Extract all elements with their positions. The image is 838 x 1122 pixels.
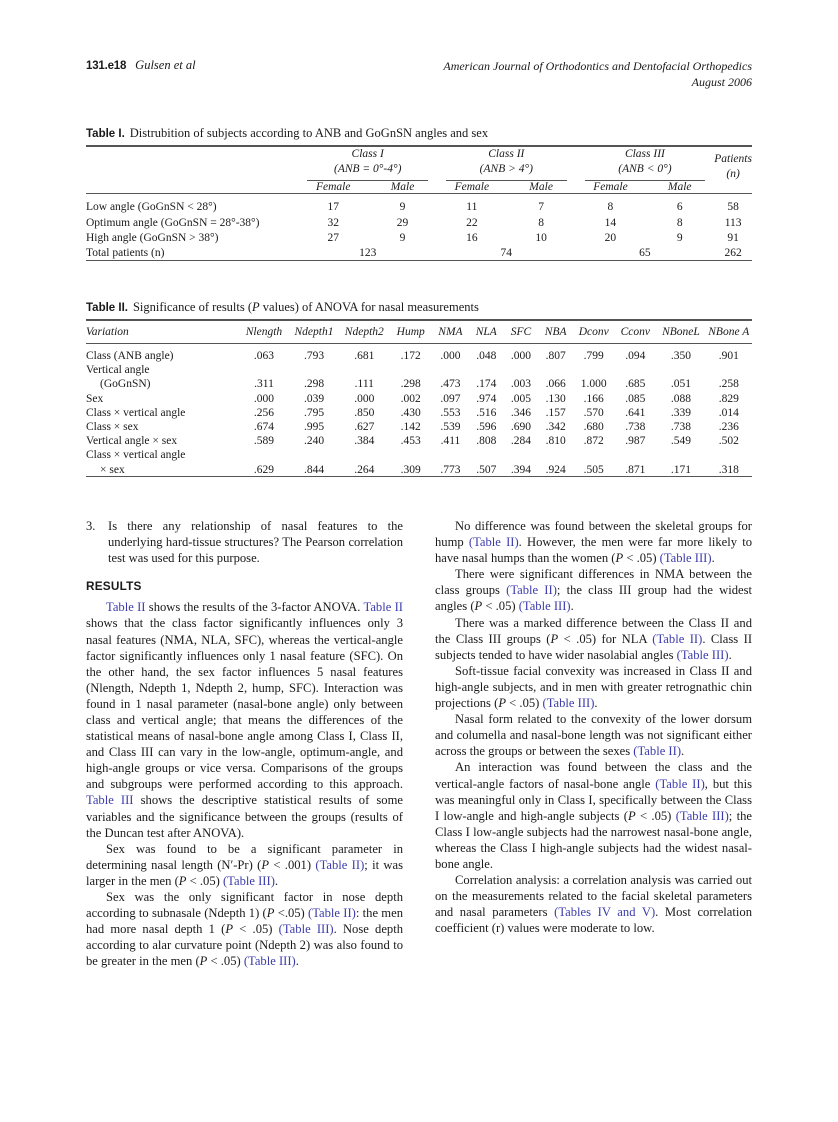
table-2-row-2-val-7: .130 <box>545 392 566 405</box>
paragraph-left-3-seg-4: < .05) <box>233 922 279 937</box>
table-2-row-1-val-3: .298 <box>400 378 421 391</box>
table-2-row-2-val-8: .166 <box>583 392 604 405</box>
table-2-row-3-val-11: .014 <box>718 406 739 419</box>
table-2-row-4-val-8: .680 <box>583 420 604 433</box>
table-2-row-4-val-2: .627 <box>354 420 375 433</box>
table-2-row-5-val-1: .240 <box>303 435 325 448</box>
table-1-corner-cell <box>86 147 298 181</box>
paragraph-right-4-seg-2: < .05) <box>506 696 543 711</box>
xref-table-3[interactable]: (Table III) <box>278 922 334 937</box>
table-row <box>86 434 752 448</box>
table-2-row-4-val-5: .596 <box>476 420 497 433</box>
p-italic: P <box>261 857 270 872</box>
table-2-row-4-val-6: .690 <box>510 420 531 433</box>
table-1-row-2-val-5: 9 <box>676 231 683 244</box>
p-italic: P <box>550 631 559 646</box>
table-2-col-8: Dconv <box>578 326 609 338</box>
table-2-row-0-val-9: .094 <box>625 350 646 362</box>
paragraph-right-6-seg-1: An interaction was found between the class and the vertical-angle factors of nasal-bone angle <box>435 760 752 791</box>
table-1-row-2-val-3: 10 <box>535 231 547 244</box>
paragraph-right-1-seg-4: . <box>711 551 715 566</box>
list-item-marker: 3. <box>86 519 96 533</box>
table-row <box>86 230 752 245</box>
table-2-row-0-label: Class (ANB angle) <box>86 350 174 362</box>
table-2-row-3-val-4: .553 <box>440 406 461 419</box>
table-2-col-0: Nlength <box>245 326 283 338</box>
table-1-patients-header <box>714 147 752 181</box>
table-1-subheader-2: Female <box>454 181 490 194</box>
xref-table-2[interactable]: (Table II) <box>655 776 705 791</box>
paragraph-left-3-seg-5: . Nose depth according to alar curvature point (Ndepth 2) was also found to be greater in the men ( <box>86 922 404 969</box>
table-2-row-1-val-10: .051 <box>670 378 691 391</box>
table-2-caption <box>86 300 752 315</box>
paragraph-right-5 <box>435 711 752 759</box>
column-left <box>86 518 403 970</box>
paragraph-right-4-seg-3: . <box>594 696 598 711</box>
table-1-block <box>86 126 752 265</box>
paragraph-right-6-seg-2: , but this was meaningful only in Class I, specifically between the Class I low-angle and high-angle subjects ( <box>435 776 752 823</box>
table-2-caption-before: Significance of results ( <box>132 300 253 314</box>
table-2-row-2-val-5: .974 <box>476 392 497 405</box>
table-2-row-0-val-3: .172 <box>400 350 421 362</box>
table-2-row-0-val-4: .000 <box>440 350 461 362</box>
table-2-row-6-val-1: .844 <box>303 463 325 476</box>
table-row <box>86 462 752 477</box>
paragraph-right-3-seg-2: < .05) for NLA <box>558 631 653 646</box>
table-2-row-0-val-1: .793 <box>303 350 325 362</box>
table-2-row-0-val-0: .063 <box>253 350 275 362</box>
table-2-row-5-val-4: .411 <box>440 435 461 448</box>
paragraph-left-1-seg-6: shows the descriptive statistical results of some variables and the significance between the groups (results of the Duncan test after ANOVA). <box>86 793 403 840</box>
paragraph-left-3 <box>86 889 403 969</box>
table-1-subheader-1: Male <box>390 181 415 194</box>
table-1-row-0-val-3: 7 <box>538 201 544 214</box>
table-2-row-6-val-11: .318 <box>718 463 739 476</box>
table-2-row-6-val-4: .773 <box>440 463 461 476</box>
table-1-row-1-val-0: 32 <box>327 216 339 229</box>
table-2-row-5-val-9: .987 <box>625 435 646 448</box>
table-2-row-0-val-11: .901 <box>718 350 739 362</box>
group-3-name: Class III <box>624 148 665 160</box>
paragraph-right-4 <box>435 663 752 711</box>
table-1-row-0-label: Low angle (GoGnSN < 28°) <box>86 201 217 214</box>
table-2-caption-after: values) of ANOVA for nasal measurements <box>259 300 479 314</box>
table-2-row-1-val-0: .311 <box>254 378 274 391</box>
table-2-row-0-val-7: .807 <box>545 350 566 362</box>
xref-table-3[interactable]: (Table III) <box>659 551 712 566</box>
table-2-row-0-val-10: .350 <box>670 350 691 362</box>
table-2-row-5-val-7: .810 <box>545 435 566 448</box>
table-2-row-3-val-2: .850 <box>354 406 375 419</box>
table-2-row-1-val-9: .685 <box>625 378 646 391</box>
table-2-col-9: Cconv <box>620 326 651 338</box>
table-row <box>86 215 752 230</box>
table-2-row-2-val-3: .002 <box>400 392 421 405</box>
table-1-row-2-val-1: 9 <box>399 231 406 244</box>
table-2-row-4-val-10: .738 <box>670 420 691 433</box>
xref-table-2[interactable]: (Table II) <box>315 857 365 872</box>
table-2-row-2-val-4: .097 <box>440 392 461 405</box>
table-1-row-2-val-0: 27 <box>327 231 339 244</box>
running-head-left <box>86 58 196 73</box>
list-item <box>86 518 403 566</box>
table-2-col-1: Ndepth1 <box>294 326 334 338</box>
table-row <box>86 377 752 391</box>
table-1-rule-bottom <box>86 261 752 266</box>
table-2-col-2: Ndepth2 <box>344 326 384 338</box>
table-2-row-1-label: Vertical angle <box>86 364 150 377</box>
paragraph-left-3-seg-7: . <box>295 954 299 969</box>
table-2-rule-bottom <box>86 477 752 483</box>
table-1-caption-text: Distrubition of subjects according to ANB and GoGnSN angles and sex <box>129 126 489 140</box>
table-1-row-0-val-0: 17 <box>327 201 339 214</box>
table-2-row-3-val-6: .346 <box>510 406 531 419</box>
table-2-row-3-val-3: .430 <box>400 406 421 419</box>
table-2-row-2-val-9: .085 <box>625 392 646 405</box>
table-1-row-1-val-5: 8 <box>676 216 683 229</box>
table-2-row-3-val-8: .570 <box>583 406 604 419</box>
table-2-col-7: NBA <box>544 326 567 338</box>
table-2-row-5-val-6: .284 <box>510 435 531 448</box>
table-2-row-6-val-0: .629 <box>253 463 275 476</box>
table-2-row-5-val-2: .384 <box>354 435 375 448</box>
paragraph-right-2-seg-2: ; the class III group had the widest angles ( <box>435 583 752 614</box>
table-row <box>86 344 752 363</box>
paragraph-right-6 <box>435 759 752 872</box>
table-2-row-6-val-6: .394 <box>510 463 531 476</box>
paragraph-left-3-seg-2: <.05) <box>274 906 309 921</box>
p-italic: P <box>615 551 624 566</box>
table-1-total-label: Total patients (n) <box>86 247 165 259</box>
table-1-subheader-row <box>86 181 752 194</box>
table-1-subheader-3: Male <box>529 181 553 194</box>
paragraph-right-7 <box>435 872 752 936</box>
table-2-row-1-label2: (GoGnSN) <box>100 378 151 391</box>
table-1-group-total-2: 65 <box>639 247 651 259</box>
table-2-row-3-val-10: .339 <box>670 406 691 419</box>
table-2 <box>86 319 752 482</box>
table-1-row-2-label: High angle (GoGnSN > 38°) <box>86 231 219 244</box>
table-2-row-2-val-1: .039 <box>303 392 325 405</box>
table-2-row-2-val-0: .000 <box>253 392 275 405</box>
table-2-row-1-val-1: .298 <box>303 378 325 391</box>
table-2-row-4-val-0: .674 <box>253 420 275 433</box>
table-2-col-6: SFC <box>510 326 532 338</box>
p-italic: P <box>498 696 507 711</box>
xref-table-2[interactable]: (Table II) <box>506 583 557 598</box>
xref-table-2[interactable]: (Table II) <box>468 535 519 550</box>
table-2-row-1-val-7: .066 <box>545 378 566 391</box>
table-1-subheader-5: Male <box>667 181 692 194</box>
table-row <box>86 420 752 434</box>
table-2-header-row <box>86 321 752 344</box>
table-2-row-6-val-7: .924 <box>545 463 566 476</box>
paragraph-right-2-seg-3: < .05) <box>482 599 519 614</box>
table-1-subheader-blank <box>86 181 298 194</box>
table-1-row-0-val-1: 9 <box>399 201 406 214</box>
table-1-row-0-val-5: 6 <box>676 201 683 214</box>
table-2-row-3-label: Class × vertical angle <box>86 406 186 419</box>
section-heading-results: RESULTS <box>86 579 142 594</box>
table-2-row-6-label2: × sex <box>100 463 125 476</box>
p-italic: P <box>474 599 483 614</box>
group-1-name: Class I <box>351 148 384 160</box>
paragraph-right-3-seg-1: There was a marked difference between the Class II and the Class III groups ( <box>435 615 752 646</box>
paragraph-right-5-seg-2: . <box>681 744 685 759</box>
table-2-row-0-val-2: .681 <box>354 350 375 362</box>
paragraph-left-2-seg-4: < .05) <box>186 873 223 888</box>
table-1-group-class-2 <box>437 147 576 181</box>
table-2-row-2-label: Sex <box>86 392 104 405</box>
table-2-row-1-val-6: .003 <box>510 378 531 391</box>
xref-table-3[interactable]: Table III <box>86 793 134 808</box>
paragraph-left-3-seg-6: < .05) <box>207 954 244 969</box>
table-2-row-4-val-1: .995 <box>303 420 325 433</box>
paragraph-left-2-seg-5: . <box>274 873 279 888</box>
table-2-row-2-val-10: .088 <box>670 392 691 405</box>
table-2-row-2-val-11: .829 <box>718 392 739 405</box>
paragraph-right-2-seg-4: . <box>570 599 574 614</box>
table-2-row-3-val-9: .641 <box>625 406 646 419</box>
group-1-criterion: (ANB = 0°-4°) <box>333 162 402 175</box>
table-2-row-3-val-5: .516 <box>476 406 497 419</box>
table-1-row-1-val-4: 14 <box>604 216 617 229</box>
paragraph-right-7-seg-2: . Most correlation coefficient (r) values were moderate to low. <box>435 905 752 936</box>
table-1-row-1-val-2: 22 <box>466 216 478 229</box>
table-row-continuation <box>86 448 752 462</box>
issue-date: August 2006 <box>691 75 752 90</box>
table-2-block <box>86 300 752 482</box>
table-1-row-1-val-3: 8 <box>538 216 544 229</box>
xref-table-3[interactable]: (Table III) <box>518 599 571 614</box>
table-1-group-class-1 <box>298 147 437 181</box>
paragraph-right-2-seg-1: There were significant differences in NMA between the class groups <box>435 567 752 598</box>
journal-title: American Journal of Orthodontics and Dentofacial Orthopedics <box>443 59 752 73</box>
table-2-row-5-val-3: .453 <box>400 435 421 448</box>
table-2-row-1-val-2: .111 <box>354 378 374 391</box>
table-2-col-5: NLA <box>475 326 497 338</box>
paragraph-right-1-seg-1: No difference was found between the skeletal groups for hump <box>435 519 752 550</box>
table-row <box>86 391 752 405</box>
table-2-row-1-val-4: .473 <box>440 378 461 391</box>
table-2-row-2-val-2: .000 <box>354 392 375 405</box>
table-1-group-header-row <box>86 147 752 181</box>
table-2-row-6-val-10: .171 <box>670 463 691 476</box>
xref-table-2[interactable]: Table II <box>106 600 146 615</box>
xref-table-3[interactable]: (Table III) <box>675 808 729 823</box>
paragraph-left-2-seg-2: < .001) <box>269 857 316 872</box>
xref-table-3[interactable]: (Table III) <box>676 647 729 662</box>
table-2-row-5-val-8: .872 <box>583 435 604 448</box>
column-right <box>435 518 752 936</box>
table-2-row-3-val-7: .157 <box>545 406 566 419</box>
table-2-col-3: Hump <box>396 326 425 338</box>
table-2-label: Table II. <box>86 302 128 314</box>
running-head-right <box>443 58 752 90</box>
page-folio: 131.e18 <box>86 60 127 72</box>
table-2-row-2-val-6: .005 <box>510 392 531 405</box>
table-1-caption <box>86 126 752 141</box>
table-2-col-4: NMA <box>438 326 463 338</box>
table-2-col-10: NBoneL <box>662 326 700 338</box>
p-italic: P <box>225 922 234 937</box>
paragraph-right-2 <box>435 566 752 614</box>
xref-table-2[interactable]: Table II <box>363 600 403 615</box>
paragraph-right-6-seg-3: < .05) <box>635 808 676 823</box>
body-text <box>86 518 752 1058</box>
table-2-row-3-val-1: .795 <box>303 406 325 419</box>
table-2-row-5-val-11: .502 <box>718 435 739 448</box>
p-italic: P <box>178 873 187 888</box>
table-1-row-0-val-2: 11 <box>466 201 478 214</box>
patients-header-line-1: Patients <box>714 153 752 165</box>
table-row-continuation <box>86 363 752 377</box>
table-2-row-3-val-0: .256 <box>253 406 275 419</box>
table-row <box>86 194 752 214</box>
table-1-row-1-total: 113 <box>724 216 742 229</box>
table-2-row-4-val-3: .142 <box>400 420 421 433</box>
xref-table-2[interactable]: (Table II) <box>652 631 703 646</box>
table-2-variation-header: Variation <box>86 326 129 338</box>
table-1-row-2-val-2: 16 <box>466 231 478 244</box>
paragraph-right-1-seg-3: < .05) <box>623 551 660 566</box>
paragraph-right-4-seg-1: Soft-tissue facial convexity was increased in Class II and high-angle subjects, and in men with greater retrognathic chin projections ( <box>435 663 752 711</box>
table-1-group-total-1: 74 <box>500 247 513 259</box>
table-2-row-1-val-11: .258 <box>718 378 739 391</box>
paragraph-left-3-seg-1: Sex was the only significant factor in nose depth according to subnasale (Ndepth 1) ( <box>86 890 403 921</box>
table-1-group-class-3 <box>576 147 715 181</box>
table-1-row-2-val-4: 20 <box>604 231 617 244</box>
numbered-list <box>86 518 403 566</box>
xref-tables-4-5[interactable]: (Tables IV and V) <box>554 905 656 920</box>
paragraph-right-3-seg-4: . <box>728 647 732 662</box>
p-italic: P <box>266 906 275 921</box>
table-2-row-1-val-8: 1.000 <box>580 378 607 391</box>
table-1-row-0-val-4: 8 <box>607 201 614 214</box>
table-2-row-5-val-10: .549 <box>670 435 691 448</box>
paragraph-left-1-seg-4: shows that the class factor significantly influences only 3 nasal features (NMA, NLA, SFC), whereas the vertical-angle factor significantly influences only 1 nasal feature (SFC). On the other hand, the sex factor influences 5 nasal features (Nlength, Ndepth 1, Ndepth 2, hump, SFC). Interaction was found in 1 nasal parameter (nasal-bone angle) only between class and vertical angle; that means the differences of the statistical means of nasal-bone angle among Class I, Class II, and Class III can vary in the low-angle, optimum-angle, and high-angle groups or vice versa. Comparisons of the groups and subgroups were performed according to this approach. <box>86 616 403 792</box>
table-2-row-4-val-11: .236 <box>718 420 739 433</box>
table-2-row-6-val-2: .264 <box>354 463 375 476</box>
group-3-criterion: (ANB < 0°) <box>618 162 672 175</box>
xref-table-2[interactable]: (Table II) <box>308 906 356 921</box>
paragraph-right-1 <box>435 518 752 566</box>
table-2-row-4-val-9: .738 <box>625 420 646 433</box>
table-1 <box>86 145 752 265</box>
table-2-caption-italic: P <box>252 300 260 314</box>
xref-table-3[interactable]: (Table III) <box>222 873 275 888</box>
table-2-row-4-val-7: .342 <box>545 420 566 433</box>
paragraph-right-3 <box>435 615 752 663</box>
paragraph-left-2-seg-1: Sex was found to be a significant parameter in determining nasal length (N′-Pr) ( <box>86 841 403 872</box>
paragraph-right-5-seg-1: Nasal form related to the convexity of the lower dorsum and columella and nasal-bone length was not significant either across the groups or between the sexes <box>435 712 752 759</box>
table-2-row-5-val-0: .589 <box>253 435 275 448</box>
list-item-text: Is there any relationship of nasal features to the underlying hard-tissue structures? The Pearson correlation test was used for this purpose. <box>108 519 403 566</box>
table-1-grand-total: 262 <box>724 247 742 259</box>
p-italic: P <box>627 808 636 823</box>
table-1-label: Table I. <box>86 128 125 140</box>
table-2-row-6-val-5: .507 <box>476 463 497 476</box>
paragraph-right-7-seg-1: Correlation analysis: a correlation analysis was carried out on the measurements related to the facial skeletal parameters and nasal parameters <box>435 873 752 920</box>
group-2-criterion: (ANB > 4°) <box>479 162 533 175</box>
table-2-col-11: NBone A <box>708 326 750 338</box>
table-1-row-0-total: 58 <box>727 201 739 214</box>
paragraph-left-3-seg-3: : the men had more nasal depth 1 ( <box>86 906 403 937</box>
paragraph-left-2-seg-3: ; it was larger in the men ( <box>86 857 404 888</box>
table-2-row-4-val-4: .539 <box>440 420 461 433</box>
table-1-row-1-val-1: 29 <box>396 216 409 229</box>
table-1-subheader-0: Female <box>315 181 351 194</box>
group-2-name: Class II <box>488 148 525 160</box>
table-2-row-1-val-5: .174 <box>476 378 497 391</box>
paragraph-right-6-seg-4: ; the Class I low-angle subjects had the narrowest nasal-bone angle, whereas the Class I high-angle subjects had the widest nasal-bone angle. <box>435 808 753 871</box>
table-1-group-total-0: 123 <box>359 247 377 259</box>
xref-table-2[interactable]: (Table II) <box>633 744 682 759</box>
table-row <box>86 405 752 419</box>
running-head-authors: Gulsen et al <box>135 58 196 72</box>
table-1-subheader-4: Female <box>593 181 628 194</box>
paragraph-right-1-seg-2: . However, the men were far more likely to have nasal humps than the women ( <box>435 535 752 566</box>
table-2-row-5-label: Vertical angle × sex <box>86 435 178 448</box>
table-1-total-row <box>86 245 752 261</box>
xref-table-3[interactable]: (Table III) <box>542 696 595 711</box>
table-2-row-6-val-9: .871 <box>625 463 646 476</box>
running-head <box>86 58 752 90</box>
paragraph-right-3-seg-3: . Class II subjects tended to have wider nasolabial angles <box>435 631 753 662</box>
paragraph-left-2 <box>86 841 403 889</box>
table-2-row-0-val-5: .048 <box>476 350 497 362</box>
paragraph-left-1 <box>86 599 403 840</box>
table-2-row-5-val-5: .808 <box>476 435 497 448</box>
table-1-row-2-total: 91 <box>727 231 739 244</box>
table-2-row-0-val-8: .799 <box>583 350 604 362</box>
table-1-subheader-patients <box>714 181 752 194</box>
xref-table-3[interactable]: (Table III) <box>243 954 296 969</box>
table-2-row-4-label: Class × sex <box>86 420 139 433</box>
table-2-row-0-val-6: .000 <box>510 350 531 362</box>
paragraph-left-1-seg-2: shows the results of the 3-factor ANOVA. <box>145 600 364 615</box>
table-2-row-6-val-3: .309 <box>400 463 421 476</box>
table-1-row-1-label: Optimum angle (GoGnSN = 28°-38°) <box>86 216 260 229</box>
p-italic: P <box>199 954 208 969</box>
patients-header-line-2: (n) <box>726 167 740 180</box>
table-2-row-6-val-8: .505 <box>583 463 604 476</box>
table-2-row-6-label: Class × vertical angle <box>86 449 186 462</box>
